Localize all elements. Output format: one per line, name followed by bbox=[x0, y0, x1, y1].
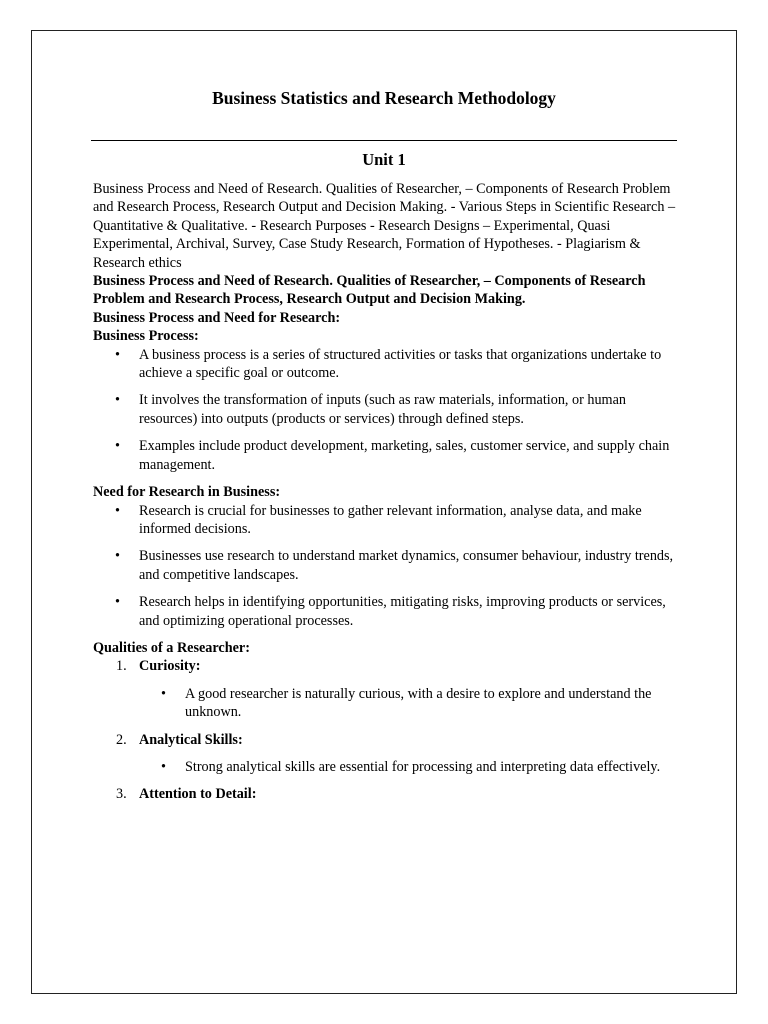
heading-qualities-of-researcher: Qualities of a Researcher: bbox=[93, 639, 250, 656]
heading-business-process: Business Process: bbox=[93, 328, 199, 345]
quality-label: Attention to Detail: bbox=[139, 786, 257, 803]
unit-heading: Unit 1 bbox=[362, 150, 406, 169]
bullet-icon: • bbox=[161, 685, 166, 702]
list-item-text: A good researcher is naturally curious, with a desire to explore and understand the unknown. bbox=[185, 685, 652, 721]
quality-number: 2. bbox=[116, 731, 127, 748]
bullet-icon: • bbox=[115, 548, 120, 565]
bullet-icon: • bbox=[161, 758, 166, 775]
list-item-text: Examples include product development, marketing, sales, customer service, and supply chain management. bbox=[139, 438, 670, 473]
bullet-icon: • bbox=[115, 594, 120, 611]
list-item-text: Businesses use research to understand market dynamics, consumer behaviour, industry trends, and competitive landscapes. bbox=[139, 548, 674, 583]
qualities-list bbox=[93, 657, 683, 803]
business-process-list bbox=[93, 346, 683, 474]
document-body bbox=[93, 180, 683, 813]
list-item bbox=[93, 593, 683, 630]
list-item bbox=[93, 346, 683, 383]
quality-sublist bbox=[139, 758, 683, 776]
syllabus-paragraph: Business Process and Need of Research. Qualities of Researcher, – Components of Research Problem and Research Process, Research Output and Decision Making. - Various Steps in Scientific Research – Quantitative & Qualitative. - Research Purposes - Research Designs – Experimental, Quasi Experimental, Archival, Survey, Case Study Research, Formation of Hypotheses. - Plagiarism & Research ethics bbox=[93, 181, 676, 271]
heading-business-process-need: Business Process and Need for Research: bbox=[93, 309, 341, 326]
quality-label: Curiosity: bbox=[139, 658, 201, 675]
bullet-icon: • bbox=[115, 392, 120, 409]
quality-sublist bbox=[139, 685, 683, 722]
need-for-research-list bbox=[93, 502, 683, 630]
document-title: Business Statistics and Research Methodology bbox=[212, 88, 556, 108]
bullet-icon: • bbox=[115, 346, 120, 363]
list-item bbox=[139, 685, 683, 722]
list-item bbox=[139, 758, 683, 776]
quality-number: 3. bbox=[116, 786, 127, 803]
list-item bbox=[93, 391, 683, 428]
list-item bbox=[93, 502, 683, 539]
bullet-icon: • bbox=[115, 502, 120, 519]
quality-item bbox=[93, 785, 683, 803]
quality-number: 1. bbox=[116, 658, 127, 675]
section-heading: Business Process and Need of Research. Qualities of Researcher, – Components of Research Problem and Research Process, Research Output and Decision Making. bbox=[93, 273, 646, 308]
quality-item bbox=[93, 657, 683, 721]
quality-item bbox=[93, 731, 683, 777]
list-item bbox=[93, 437, 683, 474]
quality-label: Analytical Skills: bbox=[139, 731, 243, 748]
list-item-text: It involves the transformation of inputs (such as raw materials, information, or human resources) into outputs (products or services) through defined steps. bbox=[139, 392, 626, 427]
list-item-text: Research helps in identifying opportunities, mitigating risks, improving products or services, and optimizing operational processes. bbox=[139, 594, 666, 629]
list-item-text: A business process is a series of structured activities or tasks that organizations undertake to achieve a specific goal or outcome. bbox=[139, 346, 662, 382]
list-item-text: Research is crucial for businesses to gather relevant information, analyse data, and make informed decisions. bbox=[139, 502, 642, 537]
list-item-text: Strong analytical skills are essential for processing and interpreting data effectively. bbox=[185, 758, 661, 775]
list-item bbox=[93, 547, 683, 584]
bullet-icon: • bbox=[115, 438, 120, 455]
heading-need-for-research: Need for Research in Business: bbox=[93, 484, 281, 501]
title-divider bbox=[91, 140, 677, 141]
